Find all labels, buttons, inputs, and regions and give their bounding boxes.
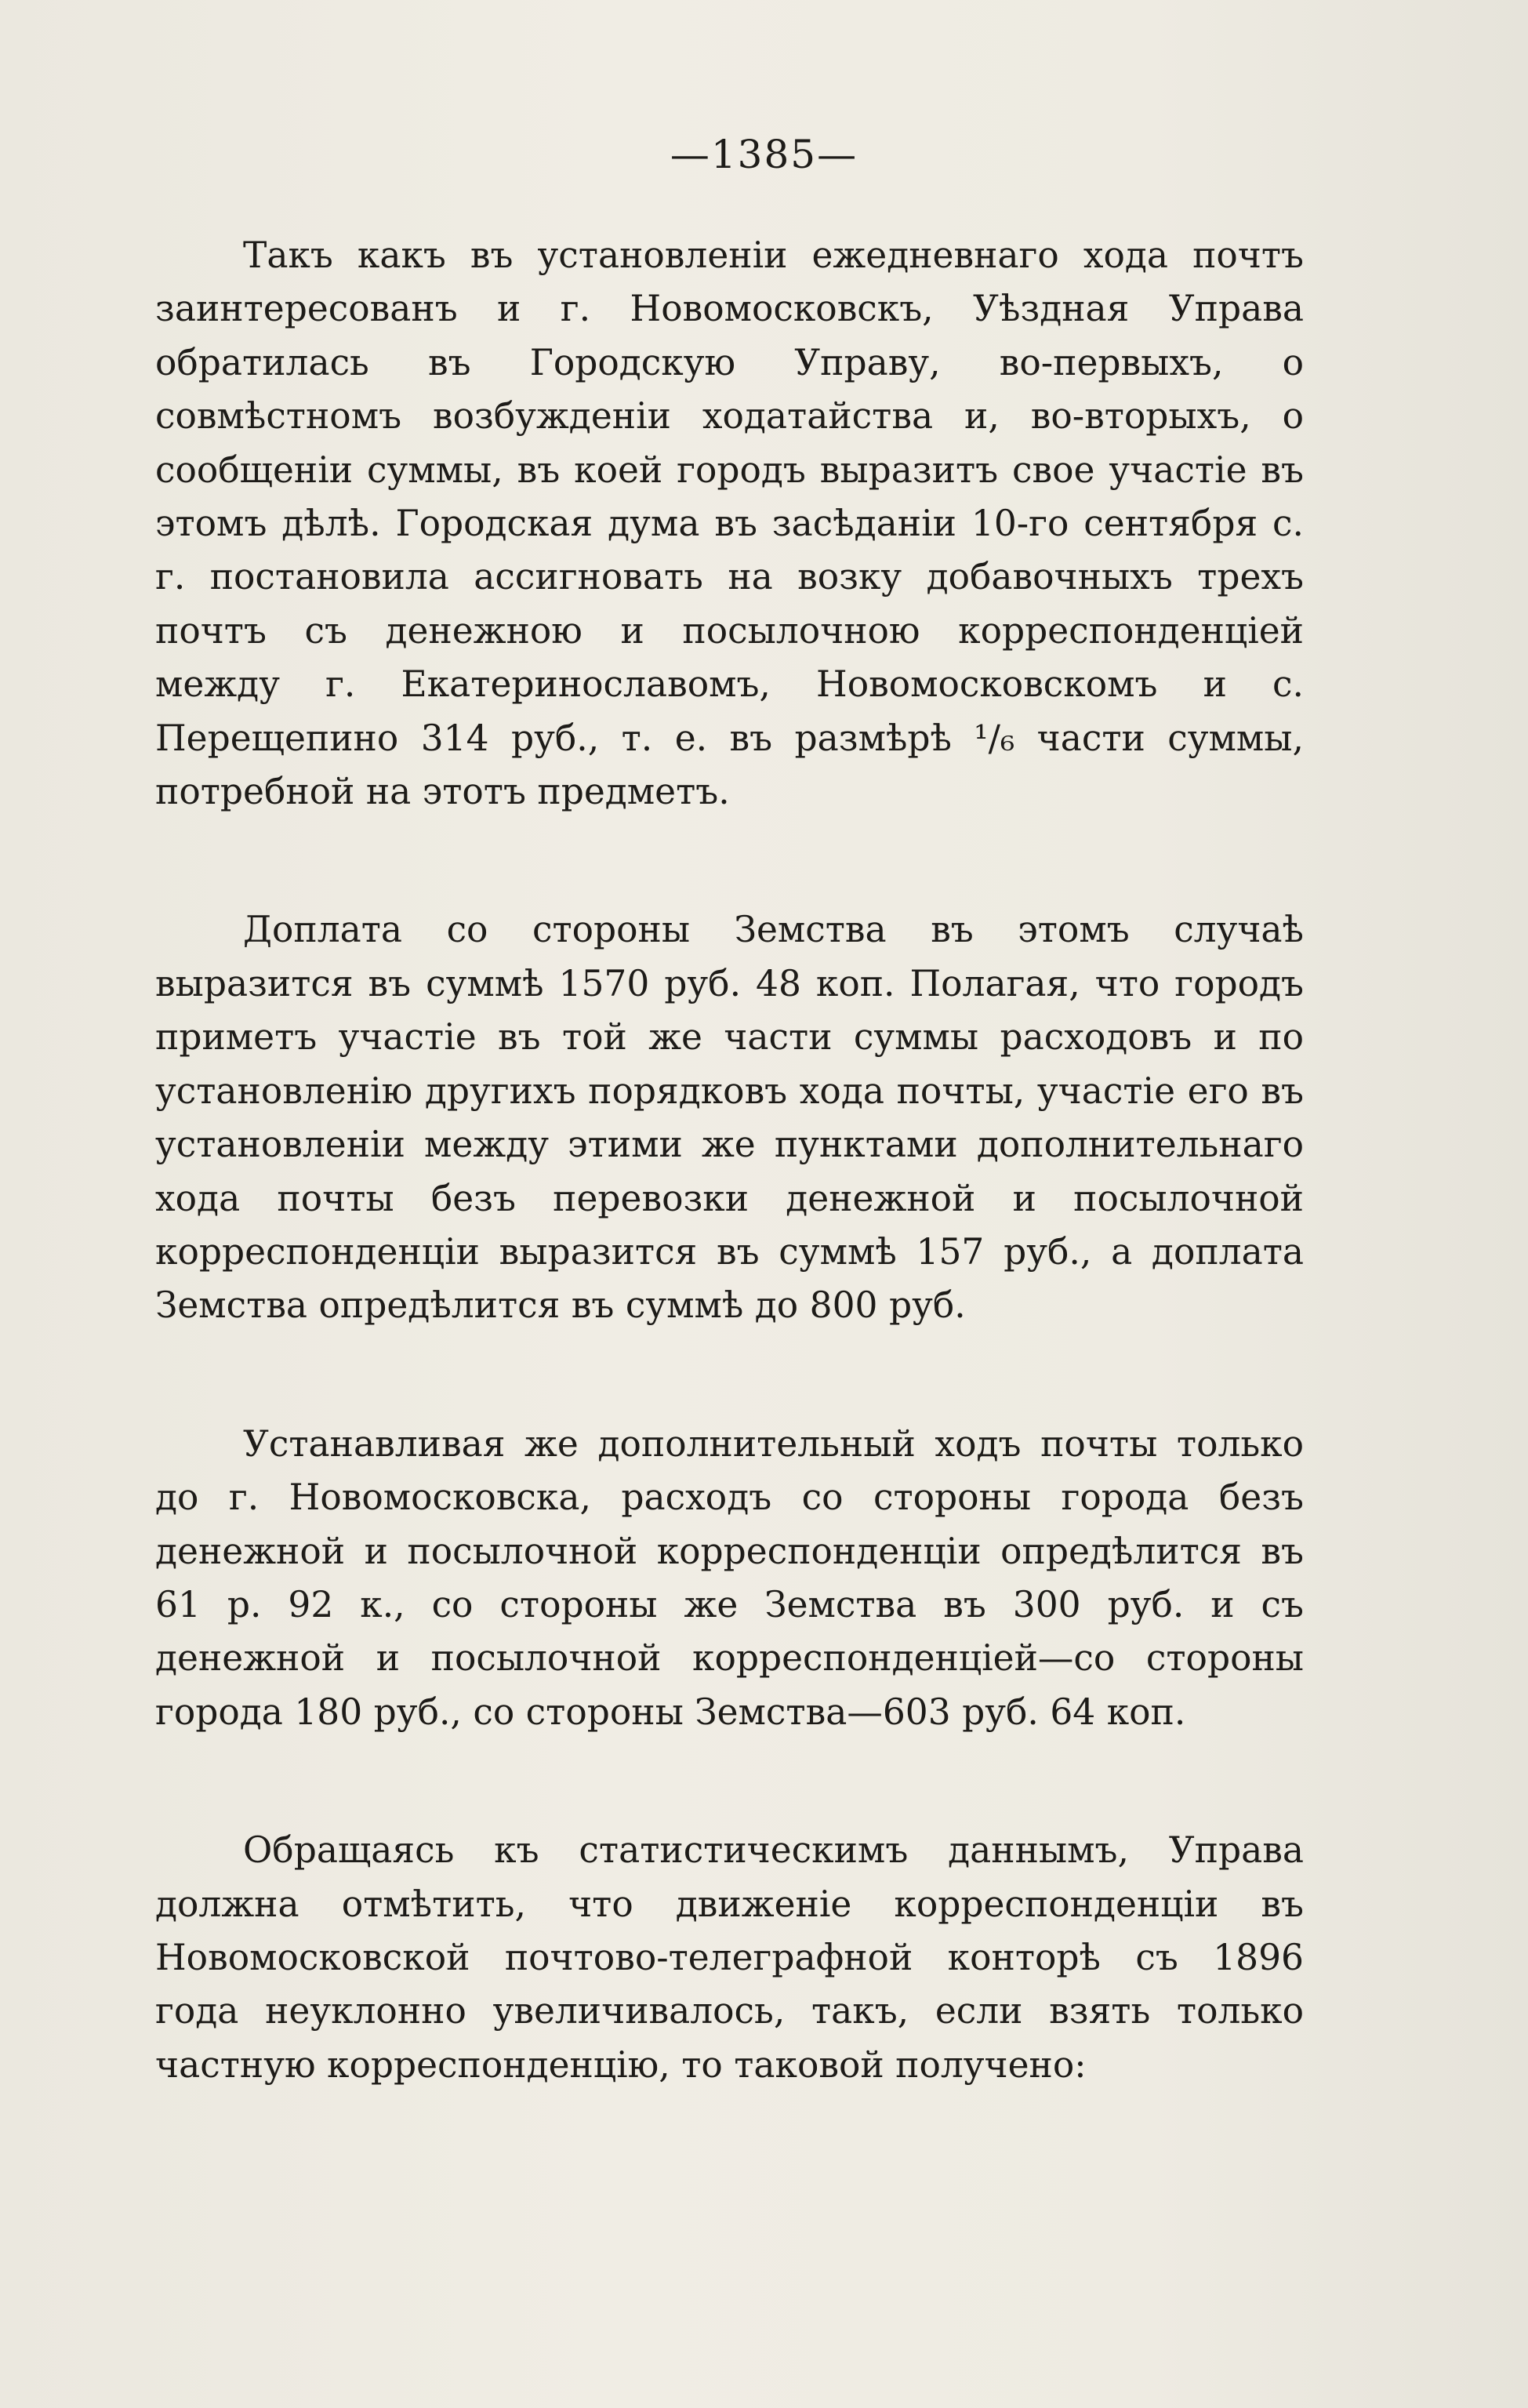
paragraph: Обращаясь къ статистическимъ даннымъ, Управа должна отмѣтить, что движеніе корреспонденціи въ Новомосковской почтово-телеграфной конторѣ съ 1896 года неуклонно увеличивалось, такъ, если взять только частную корреспонденцію, то таковой получено: [155,1829,1304,2086]
paragraph: Такъ какъ въ установленіи ежедневнаго хода почтъ заинтересованъ и г. Новомосковскъ, Уѣздная Управа обратилась въ Городскую Управу, во-первыхъ, о совмѣстномъ возбужденіи ходатайства и, во-вторыхъ, о сообщеніи суммы, въ коей городъ выразитъ свое участіе въ этомъ дѣлѣ. Городская дума въ засѣданіи 10-го сентября с. г. постановила ассигновать на возку добавочныхъ трехъ почтъ съ денежною и посылочною корреспонденціей между г. Екатеринославомъ, Новомосковскомъ и с. Перещепино 314 руб., т. е. въ размѣрѣ ¹/₆ части суммы, потребной на этотъ предметъ. [155,234,1304,813]
body-text [155,229,1304,2092]
paragraph: Устанавливая же дополнительный ходъ почты только до г. Новомосковска, расходъ со стороны города безъ денежной и посылочной корреспонденціи опредѣлится въ 61 р. 92 к., со стороны же Земства въ 300 руб. и съ денежной и посылочной корреспонденціей—со стороны города 180 руб., со стороны Земства—603 руб. 64 коп. [155,1422,1304,1733]
paragraph: Доплата со стороны Земства въ этомъ случаѣ выразится въ суммѣ 1570 руб. 48 коп. Полагая, что городъ приметъ участіе въ той же части суммы расходовъ и по установленію другихъ порядковъ хода почты, участіе его въ установленіи между этими же пунктами дополнительнаго хода почты безъ перевозки денежной и посылочной корреспонденціи выразится въ суммѣ 157 руб., а доплата Земства опредѣлится въ суммѣ до 800 руб. [155,909,1304,1327]
page-number: —1385— [670,132,858,177]
